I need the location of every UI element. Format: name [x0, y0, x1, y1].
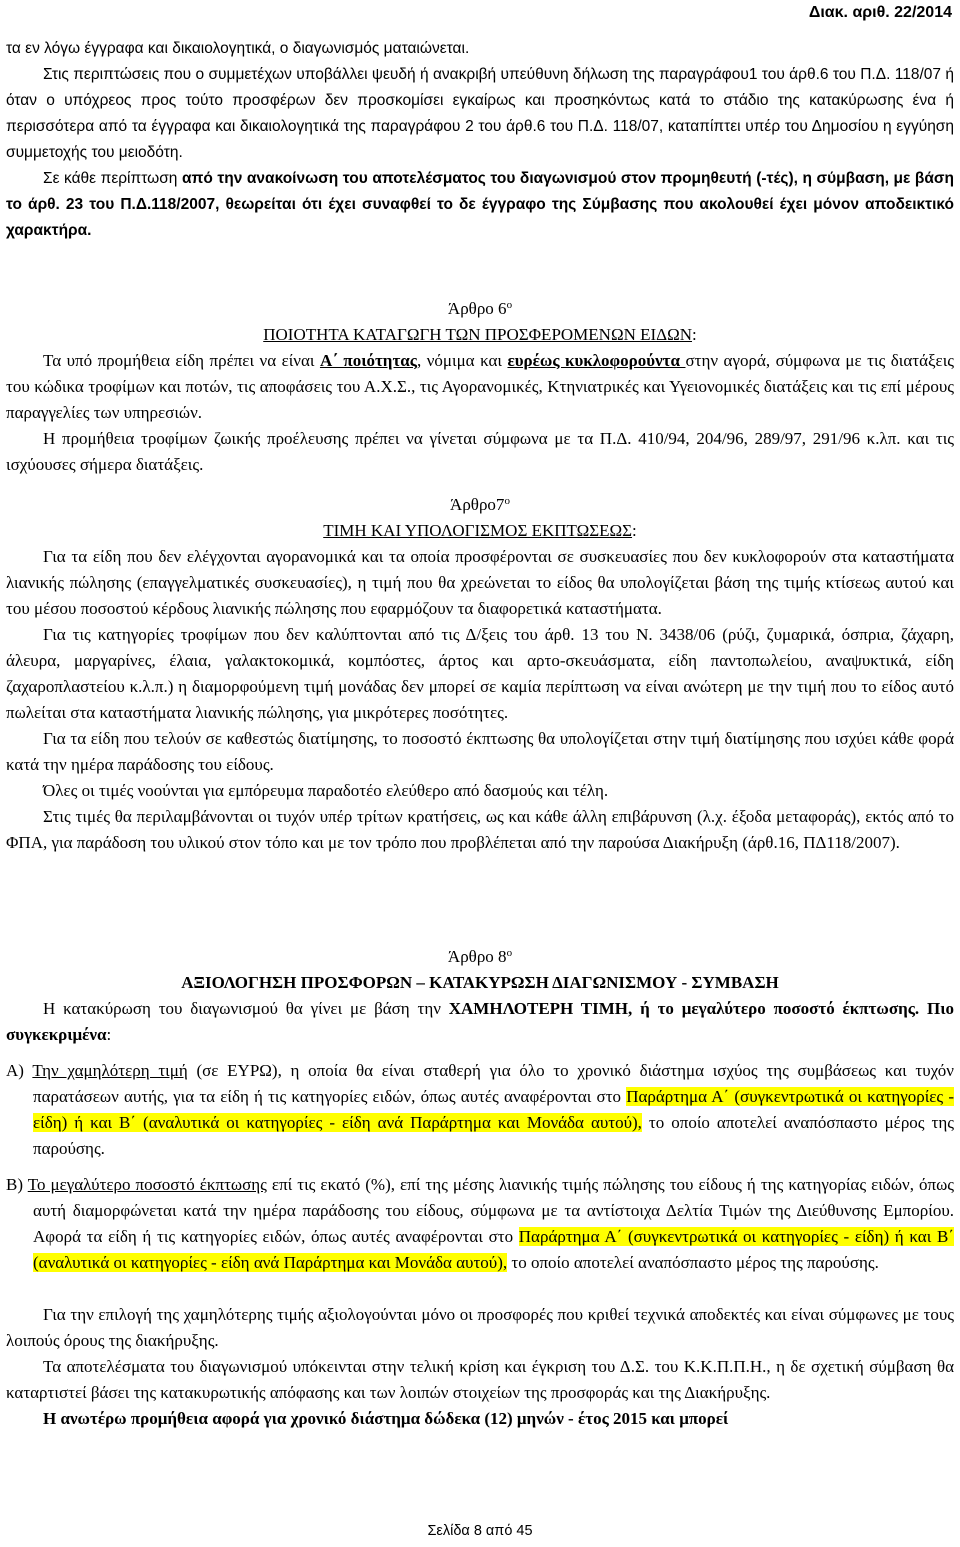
- option-a-highlight: Παράρτημα Α΄ (συγκεντρωτικά οι κατηγορίες - είδη) ή και Β΄ (αναλυτικά οι κατηγορίες - είδη ανά Παράρτημα και Μονάδα αυτού),: [33, 1087, 954, 1132]
- article-7: [6, 492, 954, 856]
- contract-award-bold: από την ανακοίνωση του αποτελέσματος του διαγωνισμού στον προμηθευτή (-τές), η σύμβαση, με βάση το άρθ. 23 του Π.Δ.118/2007, θεωρείται ότι έχει συναφθεί το δε έγγραφο της Σύμβασης που ακολουθεί έχει μόνον αποδεικτικό χαρακτήρα.: [6, 170, 954, 239]
- page-number: Σελίδα 8 από 45: [427, 1523, 533, 1539]
- contract-award-lead: Σε κάθε περίπτωση: [43, 170, 182, 187]
- article-7-paragraph-1: Για τα είδη που δεν ελέγχονται αγορανομικά και τα οποία προσφέρονται σε συσκευασίες που δεν κυκλοφορούν στα καταστήματα λιανικής πώλησης (επαγγελματικές συσκευασίες), η τιμή που θα χρεώνεται το είδος θα υπολογίζεται βάση της τιμής κτίσεως αυτού και του μέσου ποσοστού κέρδους λιανικής πώλησης που εφαρμόζουν τα διαφορετικά καταστήματα.: [6, 547, 954, 618]
- article-7-heading: [6, 492, 954, 544]
- document-reference: Διακ. αριθ. 22/2014: [808, 4, 952, 21]
- option-b: Β) Το μεγαλύτερο ποσοστό έκπτωσης επί τις εκατό (%), επί της μέσης λιανικής τιμής πώλησης του είδους ή της κατηγορίας ειδών, όπως αυτή διαμορφώνεται κατά την ημέρα παράδοσης του είδους, σύμφωνα με τα αντίστοιχα Δελτία Τιμών της Διεύθυνσης Εμπορίου. Αφορά τα είδη ή τις κατηγορίες ειδών, όπως αυτές αναφέρονται στο Παράρτημα Α΄ (συγκεντρωτικά οι κατηγορίες - είδη) ή και Β΄ (αναλυτικά οι κατηγορίες - είδη ανά Παράρτημα και Μονάδα αυτού), το οποίο αποτελεί αναπόσπαστο μέρος της παρούσης.: [6, 1175, 955, 1272]
- option-a: Α) Την χαμηλότερη τιμή (σε ΕΥΡΩ), η οποία θα είναι σταθερή για όλο το χρονικό διάστημα ισχύος της συμβάσεως και τυχόν παρατάσεων αυτής, για τα είδη ή τις κατηγορίες ειδών, όπως αυτές αναφέρονται στο Παράρτημα Α΄ (συγκεντρωτικά οι κατηγορίες - είδη) ή και Β΄ (αναλυτικά οι κατηγορίες - είδη ανά Παράρτημα και Μονάδα αυτού), το οποίο αποτελεί αναπόσπαστο μέρος της παρούσης.: [6, 1061, 954, 1158]
- quality-grade: Α΄ ποιότητας: [319, 351, 417, 370]
- article-8: [6, 944, 954, 1432]
- article-6: [6, 296, 954, 478]
- article-6-paragraph-quality: Τα υπό προμήθεια είδη πρέπει να είναι Α΄ ποιότητας, νόμιμα και ευρέως κυκλοφορούντα στην αγορά, σύμφωνα με τις διατάξεις του κώδικα τροφίμων και ποτών, τις αποφάσεις του Α.Χ.Σ., τις Αγορανομικές, Κτηνιατρικές και Υγειονομικές διατάξεις και τις επί μέρους παραγγελίες των υπηρεσιών.: [6, 351, 954, 422]
- article-7-paragraph-2: Για τις κατηγορίες τροφίμων που δεν καλύπτονται από τις Δ/ξεις του άρθ. 13 του Ν. 3438/06 (ρύζι, ζυμαρικά, όσπρια, ζάχαρη, άλευρα, μαργαρίνες, έλαια, γαλακτοκομικά, κομπόστες, άρτος και αρτο-σκευάσματα, είδη παντοπωλείου, αναψυκτικά, είδη ζαχαροπλαστείου κ.λ.π.) η διαμορφούμενη τιμή μονάδας δεν μπορεί σε καμία περίπτωση να είναι ανώτερη με την τιμή που το είδος αυτό πωλείται στα καταστήματα λιανικής πώλησης, για μικρότερες ποσότητες.: [6, 625, 954, 722]
- widely-available: ευρέως κυκλοφορούντα: [507, 351, 686, 370]
- paragraph-contract-award: [6, 166, 954, 244]
- article-6-title: ΠΟΙΟΤΗΤΑ ΚΑΤΑΓΩΓΗ ΤΩΝ ΠΡΟΣΦΕΡΟΜΕΝΩΝ ΕΙΔΩΝ:: [263, 325, 697, 344]
- article-7-paragraph-4: Όλες οι τιμές νοούνται για εμπόρευμα παραδοτέο ελεύθερο από δασμούς και τέλη.: [43, 781, 609, 800]
- article-7-label: $Ά\rho\theta\rho o7^o$: [450, 495, 510, 514]
- paragraph-false-declaration: Στις περιπτώσεις που ο συμμετέχων υποβάλλει ψευδή ή ανακριβή υπεύθυνη δήλωση της παραγράφου1 του άρθ.6 του Π.Δ. 118/07 ή όταν ο υπόχρεος προς τούτο προσφέρων δεν προσκομίσει εγκαίρως και προσηκόντως κατά το στάδιο της κατακύρωσης ένα ή περισσότερα από τα έγγραφα και δικαιολογητικά της παραγράφου 2 του άρθ.6 του Π.Δ. 118/07, καταπίπτει υπέρ του Δημοσίου η εγγύηση συμμετοχής του μειοδότη.: [6, 66, 954, 161]
- article-6-heading: [6, 296, 954, 348]
- article-6-label: Άρθρο $6^o$: [447, 299, 513, 318]
- article-7-paragraph-3: Για τα είδη που τελούν σε καθεστώς διατίμησης, το ποσοστό έκπτωσης θα υπολογίζεται στην τιμή διατίμησης που ισχύει κάθε φορά κατά την ημέρα παράδοσης του είδους.: [6, 729, 954, 774]
- article-8-paragraph-results: Τα αποτελέσματα του διαγωνισμού υπόκεινται στην τελική κρίση και έγκριση του Δ.Σ. του Κ.Κ.Π.Π.Η., η δε σχετική σύμβαση θα καταρτιστεί βάσει της κατακυρωτικής απόφασης και των λοιπών στοιχείων της προσφοράς και της Διακήρυξης.: [6, 1357, 954, 1402]
- article-8-heading: [6, 944, 954, 996]
- article-6-paragraph-animal-origin: Η προμήθεια τροφίμων ζωικής προέλευσης πρέπει να γίνεται σύμφωνα με τα Π.Δ. 410/94, 204/96, 289/97, 291/96 κ.λπ. και τις ισχύουσες σήμερα διατάξεις.: [6, 429, 954, 474]
- paragraph-cancellation: τα εν λόγω έγγραφα και δικαιολογητικά, ο διαγωνισμός ματαιώνεται.: [6, 40, 470, 57]
- article-7-title: ΤΙΜΗ ΚΑΙ ΥΠΟΛΟΓΙΣΜΟΣ ΕΚΠΤΩΣΕΩΣ:: [323, 521, 637, 540]
- article-8-label: Άρθρο $8^o$: [447, 947, 513, 966]
- article-8-paragraph-evaluation: Για την επιλογή της χαμηλότερης τιμής αξιολογούνται μόνο οι προσφορές που κριθεί τεχνικά αποδεκτές και είναι σύμφωνες με τους λοιπούς όρους της διακήρυξης.: [6, 1305, 954, 1350]
- option-b-highlight: Παράρτημα Α΄ (συγκεντρωτικά οι κατηγορίες - είδη) ή και Β΄ (αναλυτικά οι κατηγορίες - είδη ανά Παράρτημα και Μονάδα αυτού),: [33, 1227, 954, 1272]
- article-7-paragraph-5: Στις τιμές θα περιλαμβάνονται οι τυχόν υπέρ τρίτων κρατήσεις, ως και κάθε άλλη επιβάρυνση (λ.χ. έξοδα μεταφοράς), εκτός από το ΦΠΑ, για παράδοση του υλικού στον τόπο και με τον τρόπο που προβλέπεται από την παρούσα Διακήρυξη (άρθ.16, ΠΔ118/2007).: [6, 807, 954, 852]
- article-8-paragraph-duration: Η ανωτέρω προμήθεια αφορά για χρονικό διάστημα δώδεκα (12) μηνών - έτος 2015 και μπορεί: [43, 1409, 729, 1428]
- article-8-title: ΑΞΙΟΛΟΓΗΣΗ ΠΡΟΣΦΟΡΩΝ – ΚΑΤΑΚΥΡΩΣΗ ΔΙΑΓΩΝΙΣΜΟΥ - ΣΥΜΒΑΣΗ: [181, 973, 779, 992]
- article-8-paragraph-award: Η κατακύρωση του διαγωνισμού θα γίνει με βάση την ΧΑΜΗΛΟΤΕΡΗ ΤΙΜΗ, ή το μεγαλύτερο ποσοστό έκπτωσης. Πιο συγκεκριμένα:: [6, 999, 954, 1044]
- top-section: [6, 36, 954, 244]
